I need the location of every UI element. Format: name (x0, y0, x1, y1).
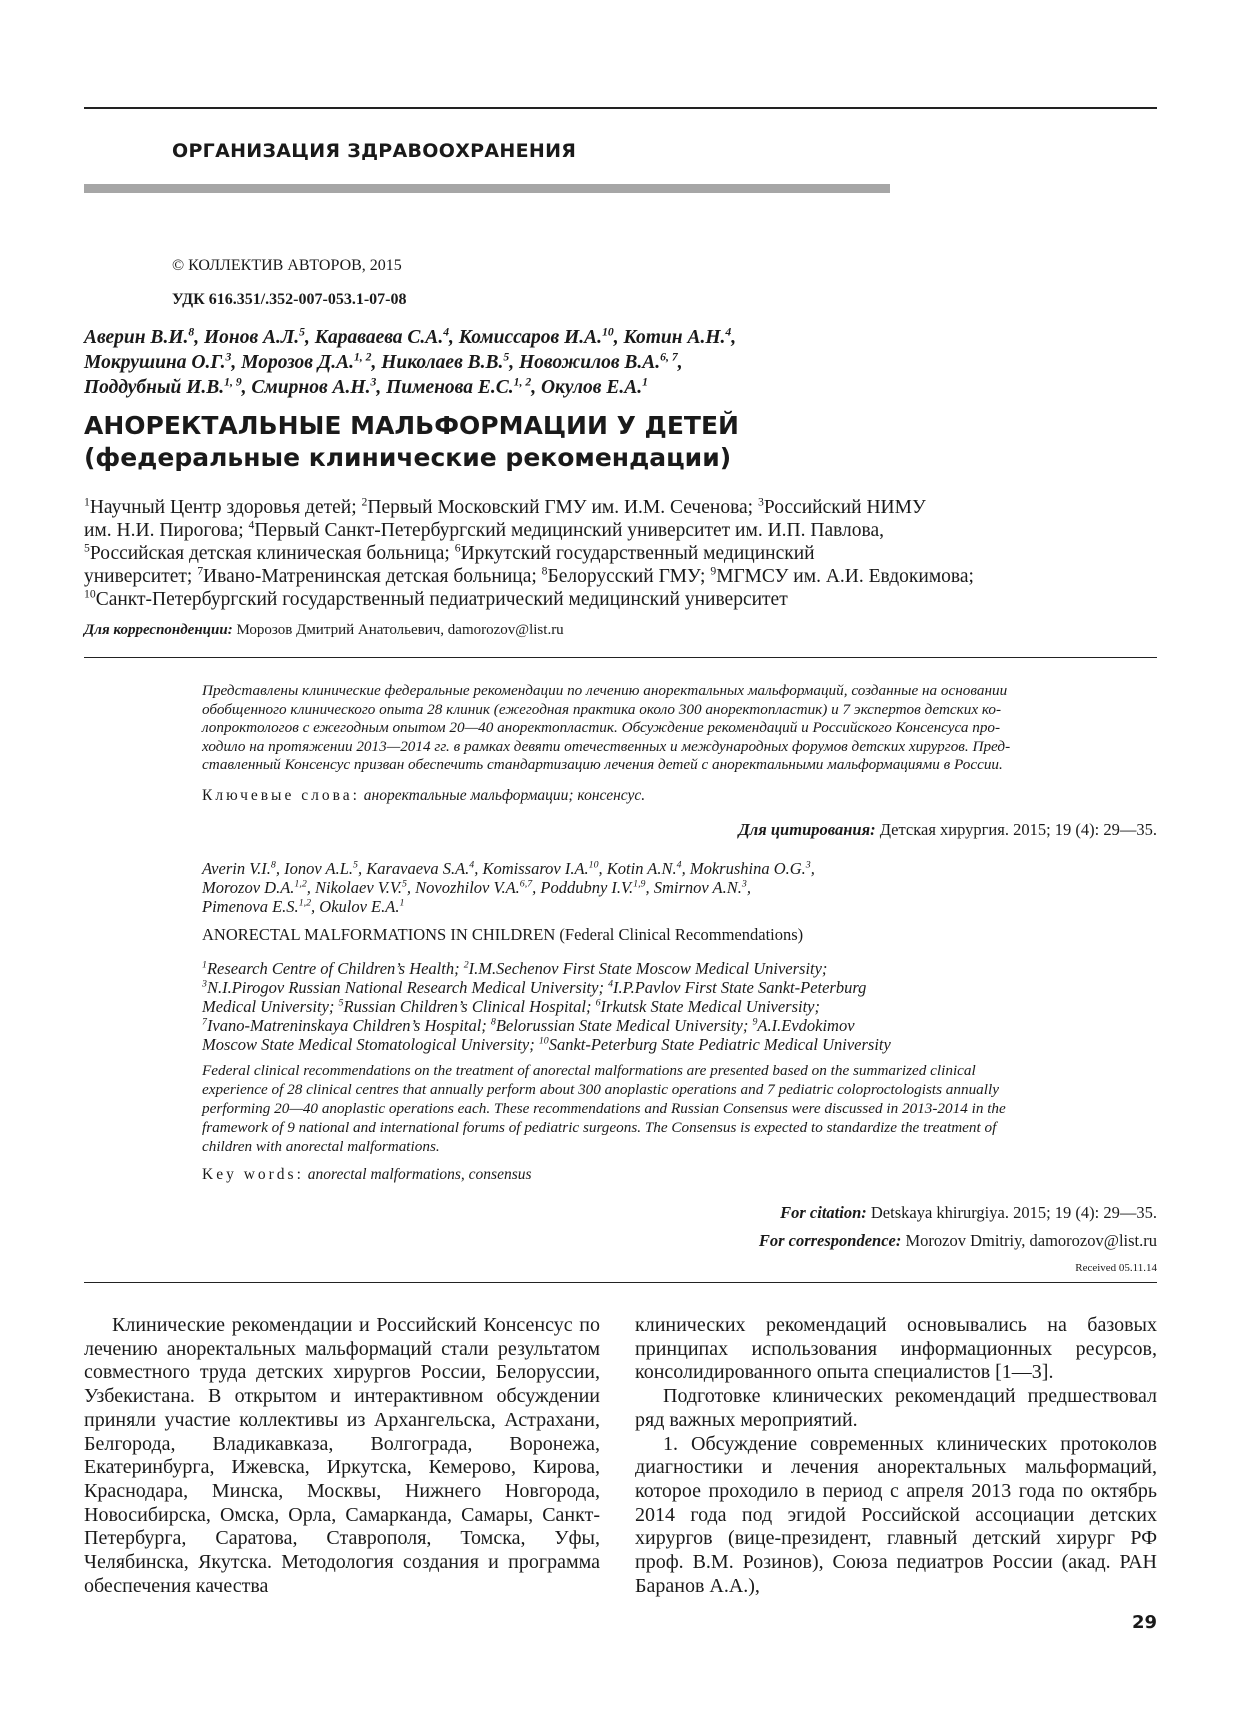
author-affiliation-mark: 4 (443, 325, 450, 339)
affiliation-text: Первый Московский ГМУ им. И.М. Сеченова; (367, 497, 758, 518)
author-affiliation-mark: 3 (741, 878, 747, 890)
author-affiliation-mark: 6,7 (519, 878, 533, 890)
abstract-en-lines (202, 1061, 1157, 1156)
body-column-left (84, 1314, 600, 1598)
received-date: Received 05.11.14 (1075, 1262, 1157, 1274)
affiliations-ru (84, 496, 1084, 611)
author-name: Николаев В.В. (381, 352, 504, 373)
affiliation-mark: 6 (595, 997, 601, 1009)
author-affiliation-mark: 4 (469, 859, 475, 871)
author-name: Котин А.Н. (623, 327, 726, 348)
author-affiliation-mark: 3 (225, 350, 232, 364)
affiliation-line (84, 588, 1084, 611)
author-name: Смирнов А.Н. (251, 377, 371, 398)
correspondence-en (759, 1231, 1157, 1251)
abstract-en (202, 1061, 1157, 1156)
affiliation-text: Ивано-Матренинская детская больница; (203, 566, 542, 587)
author-affiliation-mark: 1, 9 (224, 375, 242, 389)
author-name: Averin V.I. (202, 859, 271, 878)
article-title-main: АНОРЕКТАЛЬНЫЕ МАЛЬФОРМАЦИИ У ДЕТЕЙ (84, 411, 739, 440)
abstract-ru (202, 682, 1157, 775)
citation-en-label: For citation: (780, 1203, 867, 1222)
affiliation-mark: 7 (202, 1016, 207, 1028)
affiliation-text: Иркутский государственный медицинский (460, 543, 815, 564)
author-name: Smirnov A.N. (653, 878, 742, 897)
author-affiliation-mark: 8 (188, 325, 195, 339)
author-name: Nikolaev V.V. (315, 878, 402, 897)
keywords-en-label: Key words: (202, 1166, 304, 1183)
author-name: Poddubny I.V. (540, 878, 634, 897)
article-title-en-sub: (Federal Clinical Recommendations) (555, 925, 804, 944)
author-name: Поддубный И.В. (84, 377, 225, 398)
correspondence-ru-label: Для корреспонденции: (84, 622, 233, 638)
citation-ru (739, 820, 1157, 840)
affiliation-line (84, 519, 1084, 542)
header-top-rule (84, 107, 1157, 109)
affiliation-mark: 6 (454, 541, 461, 555)
affiliation-text: университет; (84, 566, 198, 587)
authors-en-line: Morozov D.A.$^{1,2}$, Nikolaev V.V.$^5$, Novozhilov V.A.$^{6,7}$, Poddubny I.V.$^{1,9}$, Smirnov A.N.$^3$, (202, 878, 751, 897)
affiliation-text: Ivano-Matreninskaya Children’s Hospital; (206, 1016, 491, 1035)
author-name: Ionov A.L. (284, 859, 353, 878)
correspondence-ru (84, 622, 564, 639)
authors-ru-line: Мокрушина О.Г.$^3$, Морозов Д.А.$^{1, 2}$, Николаев В.В.$^5$, Новожилов В.А.$^{6, 7}$, (84, 350, 683, 373)
author-affiliation-mark: 1, 2 (513, 375, 532, 389)
article-title-en-main: ANORECTAL MALFORMATIONS IN CHILDREN (202, 925, 556, 944)
affiliation-text: Research Centre of Children’s Health; (206, 959, 464, 978)
author-affiliation-mark: 3 (805, 859, 811, 871)
udk-code: УДК 616.351/.352-007-053.1-07-08 (172, 291, 407, 308)
divider-rule (84, 657, 1157, 658)
author-name: Komissarov I.A. (482, 859, 589, 878)
affiliation-text: Sankt-Peterburg State Pediatric Medical University (548, 1035, 891, 1054)
author-name: Okulov E.A. (319, 897, 400, 916)
author-affiliation-mark: 8 (270, 859, 276, 871)
abstract-ru-lines (202, 682, 1157, 775)
affiliation-mark: 8 (490, 1016, 496, 1028)
author-affiliation-mark: 6, 7 (660, 350, 678, 364)
correspondence-ru-text: Морозов Дмитрий Анатольевич, damorozov@list.ru (232, 622, 564, 638)
keywords-ru (202, 787, 645, 805)
author-name: Комиссаров И.А. (458, 327, 603, 348)
affiliation-line (202, 1035, 1157, 1054)
abstract-line: Federal clinical recommendations on the treatment of anorectal malformations are presented based on the summarized clinical (202, 1062, 976, 1079)
affiliation-text: Medical University; (202, 997, 339, 1016)
affiliation-line (84, 542, 1084, 565)
header-section-bar (84, 184, 890, 193)
copyright: © КОЛЛЕКТИВ АВТОРОВ, 2015 (172, 257, 402, 274)
affiliation-line (202, 997, 1157, 1016)
affiliation-mark: 3 (202, 978, 207, 990)
affiliation-mark: 5 (338, 997, 344, 1009)
abstract-line: experience of 28 clinical centres that annually perform about 300 anoplastic operations and 7 pediatric coloproctologists annually (202, 1081, 999, 1098)
affiliation-mark: 10 (84, 587, 96, 601)
divider-rule (84, 1282, 1157, 1283)
abstract-line: обобщенного клинического опыта 28 клиник (ежегодная практика около 300 аноректопластик) и 7 экспертов детских ко- (202, 700, 1002, 718)
correspondence-en-text: Morozov Dmitriy, damorozov@list.ru (901, 1231, 1157, 1250)
citation-ru-label: Для цитирования: (738, 820, 876, 839)
affiliation-text: I.M.Sechenov First State Moscow Medical University; (468, 959, 828, 978)
authors-ru-line: Аверин В.И.$^8$, Ионов А.Л.$^5$, Караваева С.А.$^4$, Комиссаров И.А.$^{10}$, Котин А.Н.$^4$, (84, 325, 737, 348)
author-name: Мокрушина О.Г. (84, 352, 226, 373)
affiliation-text: Российская детская клиническая больница; (89, 543, 455, 564)
author-affiliation-mark: 1,2 (294, 878, 307, 890)
body-column-right (635, 1314, 1157, 1598)
affiliation-text: Первый Санкт-Петербургский медицинский университет им. И.П. Павлова, (254, 520, 885, 541)
affiliation-text: Научный Центр здоровья детей; (89, 497, 362, 518)
affiliation-text: I.P.Pavlov First State Sankt-Peterburg (613, 978, 867, 997)
affiliation-mark: 4 (608, 978, 613, 990)
affiliation-line (202, 1016, 1157, 1035)
affiliation-text: A.I.Evdokimov (757, 1016, 855, 1035)
article-title-sub: (федеральные клинические рекомендации) (84, 443, 732, 472)
affiliation-mark: 9 (752, 1016, 758, 1028)
author-affiliation-mark: 1 (399, 897, 405, 909)
author-name: Ионов А.Л. (203, 327, 300, 348)
affiliation-mark: 2 (463, 959, 469, 971)
abstract-line: ходило на протяжении 2013—2014 гг. в рамках девяти отечественных и международных форумов детских хирургов. Пред- (202, 737, 1011, 755)
affiliation-text: Российский НИМУ (763, 497, 926, 518)
keywords-ru-label: Ключевые слова: (202, 787, 360, 804)
abstract-line: ставленный Консенсус призван обеспечить стандартизацию лечения детей с аноректальными мальформациями в России. (202, 756, 1003, 773)
author-affiliation-mark: 5 (299, 325, 306, 339)
abstract-line: Представлены клинические федеральные рекомендации по лечению аноректальных мальформаций, созданные на основании (202, 682, 1008, 699)
author-affiliation-mark: 1 (642, 375, 648, 389)
affiliation-text: Irkutsk State Medical University; (600, 997, 821, 1016)
affiliation-text: N.I.Pirogov Russian National Research Medical University; (206, 978, 609, 997)
affiliation-text: им. Н.И. Пирогова; (84, 520, 249, 541)
citation-en-text: Detskaya khirurgiya. 2015; 19 (4): 29—35. (866, 1203, 1157, 1222)
affiliation-mark: 8 (541, 564, 548, 578)
correspondence-en-label: For correspondence: (758, 1231, 902, 1250)
author-name: Karavaeva S.A. (366, 859, 470, 878)
author-affiliation-mark: 3 (370, 375, 377, 389)
affiliation-text: Russian Children’s Clinical Hospital; (343, 997, 596, 1016)
author-name: Караваева С.А. (314, 327, 444, 348)
affiliation-text: Санкт-Петербургский государственный педиатрический медицинский университет (95, 589, 788, 610)
author-affiliation-mark: 10 (588, 859, 599, 871)
affiliation-mark: 4 (248, 518, 255, 532)
author-affiliation-mark: 4 (725, 325, 732, 339)
affiliation-text: Belorussian State Medical University; (495, 1016, 753, 1035)
citation-ru-text: Детская хирургия. 2015; 19 (4): 29—35. (875, 820, 1157, 839)
author-name: Аверин В.И. (84, 327, 189, 348)
authors-en (202, 859, 1157, 916)
author-affiliation-mark: 5 (503, 350, 510, 364)
author-name: Морозов Д.А. (241, 352, 354, 373)
author-name: Mokrushina O.G. (689, 859, 806, 878)
authors-ru-line: Поддубный И.В.$^{1, 9}$, Смирнов А.Н.$^3$, Пименова Е.С.$^{1, 2}$, Окулов Е.А.$^1$ (84, 375, 648, 398)
author-affiliation-mark: 1,9 (633, 878, 646, 890)
body-paragraph: 1. Обсуждение современных клинических протоколов диагностики и лечения аноректальных мальформаций, которое проходило в период с апреля 2013 года по октябрь 2014 года под эгидой Российской ассоциации детских хирургов (вице-президент, главный детский хирург РФ проф. В.М. Розинов), Союза педиатров России (акад. РАН Баранов А.А.), (635, 1432, 1157, 1597)
affiliation-mark: 10 (538, 1035, 549, 1047)
author-name: Novozhilov V.A. (415, 878, 520, 897)
author-name: Pimenova E.S. (202, 897, 299, 916)
affiliation-mark: 9 (710, 564, 717, 578)
citation-en (780, 1203, 1157, 1223)
affiliation-text: Белорусский ГМУ; (547, 566, 711, 587)
affiliation-mark: 3 (757, 495, 764, 509)
body-paragraph: Подготовке клинических рекомендаций предшествовал ряд важных мероприятий. (635, 1385, 1157, 1431)
section-title: ОРГАНИЗАЦИЯ ЗДРАВООХРАНЕНИЯ (172, 140, 577, 162)
author-name: Morozov D.A. (202, 878, 295, 897)
affiliation-text: Moscow State Medical Stomatological University; (202, 1035, 539, 1054)
affiliation-line (84, 496, 1084, 519)
page-number: 29 (1131, 1612, 1157, 1633)
affiliation-line (202, 959, 1157, 978)
author-name: Пименова Е.С. (386, 377, 514, 398)
affiliation-mark: 2 (361, 495, 368, 509)
author-affiliation-mark: 1,2 (298, 897, 312, 909)
affiliation-line (202, 978, 1157, 997)
body-paragraph: Клинические рекомендации и Российский Консенсус по лечению аноректальных мальформаций стали результатом совместного труда детских хирургов России, Белоруссии, Узбекистана. В открытом и интерактивном обсуждении приняли участие коллективы из Архангельска, Астрахани, Белгорода, Владикавказа, Волгограда, Воронежа, Екатеринбурга, Ижевска, Иркутска, Кемерово, Кирова, Краснодара, Минска, Москвы, Нижнего Новгорода, Новосибирска, Омска, Орла, Самарканда, Самары, Санкт-Петербурга, Саратова, Ставрополя, Томска, Уфы, Челябинска, Якутска. Методология создания и программа обеспечения качества (84, 1314, 600, 1597)
keywords-en (202, 1166, 532, 1184)
affiliation-mark: 1 (84, 495, 90, 509)
affiliation-mark: 1 (202, 959, 207, 971)
abstract-line: children with anorectal malformations. (202, 1138, 440, 1155)
abstract-line: performing 20—40 anoplastic operations each. These recommendations and Russian Consensus were discussed in 2013-2014 in the (202, 1100, 1006, 1117)
affiliation-text: МГМСУ им. А.И. Евдокимова; (716, 566, 974, 587)
article-title (84, 410, 739, 474)
authors-ru (84, 325, 1084, 400)
article-title-en (202, 925, 803, 945)
affiliation-line (84, 565, 1084, 588)
body-paragraph: клинических рекомендаций основывались на базовых принципах использования информационных ресурсов, консолидированного опыта специалистов [1—3]. (635, 1314, 1157, 1384)
keywords-en-text: anorectal malformations, consensus (303, 1166, 532, 1183)
authors-en-line: Averin V.I.$^8$, Ionov A.L.$^5$, Karavaeva S.A.$^4$, Komissarov I.A.$^{10}$, Kotin A.N.$^4$, Mokrushina O.G.$^3$, (202, 859, 815, 878)
author-name: Новожилов В.А. (519, 352, 661, 373)
keywords-ru-text: аноректальные мальформации; консенсус. (359, 787, 646, 804)
affiliation-mark: 5 (84, 541, 90, 555)
author-name: Kotin A.N. (606, 859, 677, 878)
author-name: Окулов Е.А. (540, 377, 643, 398)
author-affiliation-mark: 5 (353, 859, 358, 871)
authors-en-line: Pimenova E.S.$^{1,2}$, Okulov E.A.$^1$ (202, 897, 405, 916)
abstract-line: framework of 9 national and international forums of pediatric surgeons. The Consensus is expected to standardize the treatment of (202, 1119, 997, 1136)
affiliation-mark: 7 (197, 564, 204, 578)
author-affiliation-mark: 4 (676, 859, 682, 871)
affiliations-en (202, 959, 1157, 1054)
author-affiliation-mark: 5 (401, 878, 407, 890)
author-affiliation-mark: 10 (602, 325, 614, 339)
abstract-line: лопроктологов с ежегодным опытом 20—40 аноректопластик. Обсуждение рекомендаций и Российского Консенсуса про- (202, 719, 1001, 736)
author-affiliation-mark: 1, 2 (353, 350, 372, 364)
